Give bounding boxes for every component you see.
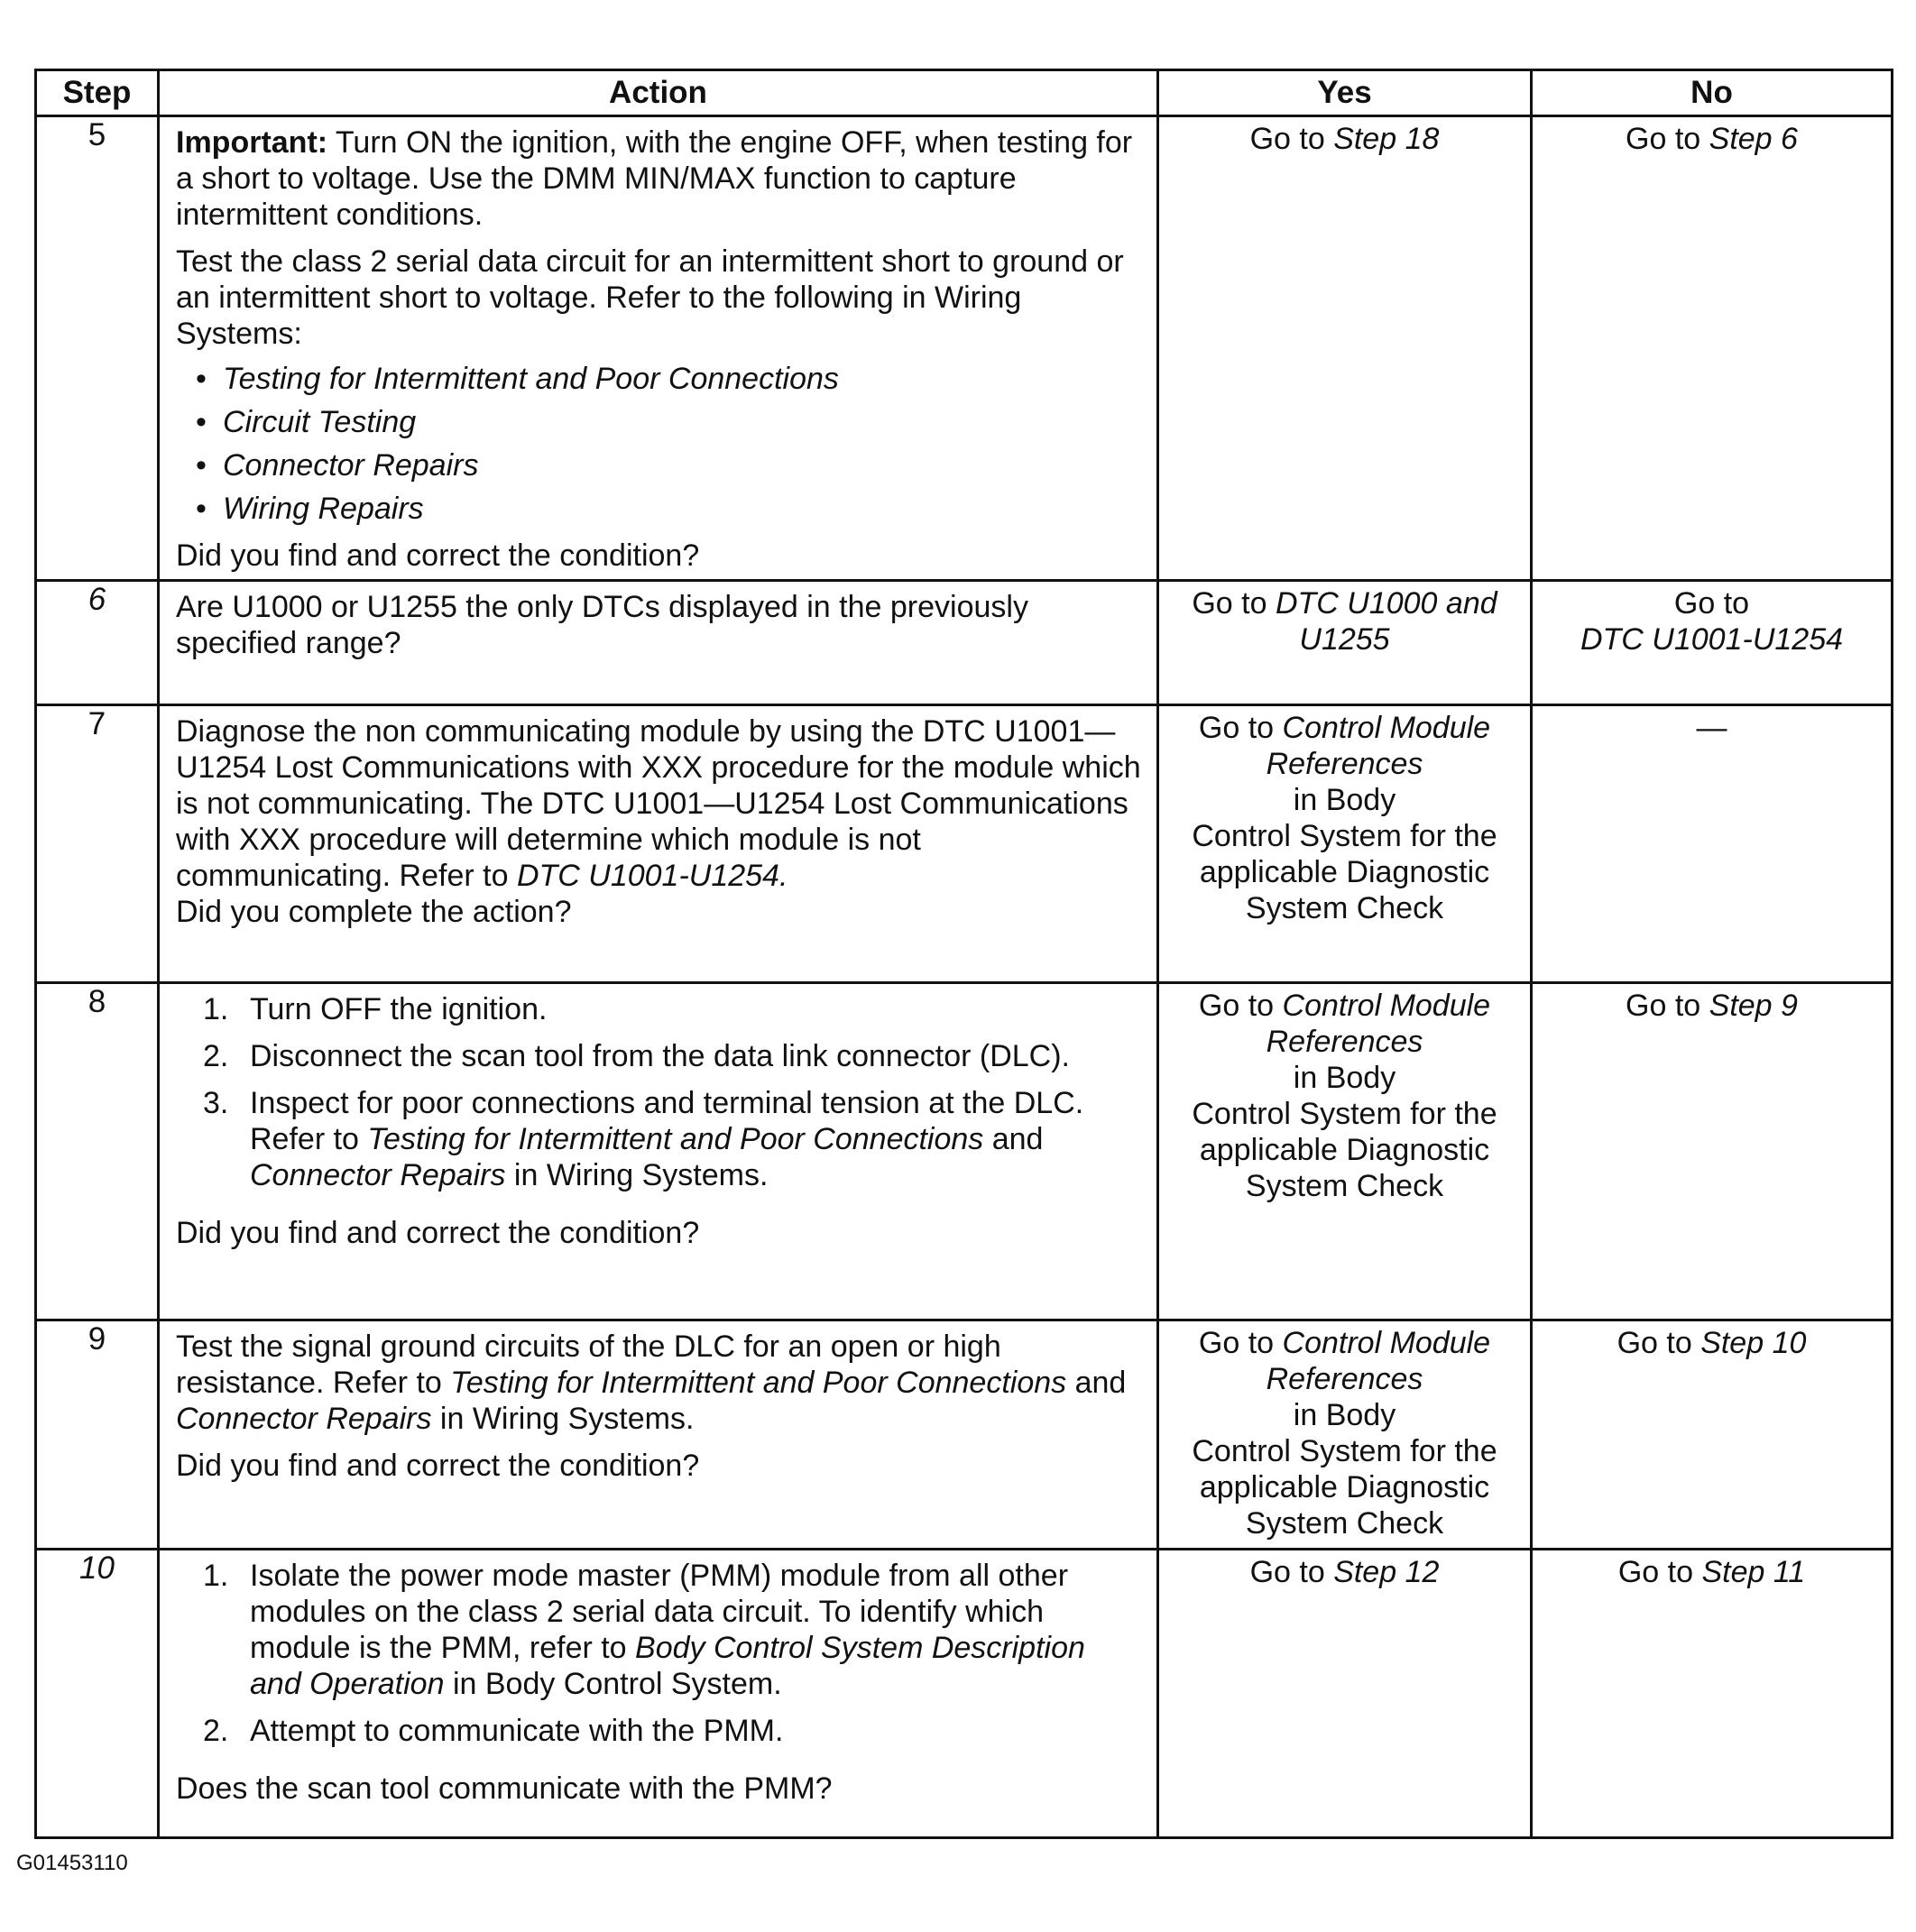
question-text: Did you find and correct the condition? — [176, 1216, 700, 1250]
list-item: • Circuit Testing — [223, 400, 1142, 444]
list-item-text: Turn OFF the ignition. — [250, 992, 548, 1026]
no-cell — [1532, 983, 1893, 1320]
yes-line: Control System for the — [1192, 1097, 1497, 1131]
action-link: Testing for Intermittent and Poor Connections — [450, 1366, 1067, 1400]
step-number: 7 — [36, 705, 159, 983]
yes-link: Control Module — [1282, 1326, 1491, 1360]
no-prefix: Go to — [1617, 1555, 1702, 1589]
list-item-link: Testing for Intermittent and Poor Connections — [367, 1122, 984, 1156]
action-text: and — [1066, 1366, 1127, 1400]
table-row-step-5 — [36, 116, 1893, 581]
yes-line: applicable Diagnostic — [1199, 855, 1490, 889]
no-link: DTC U1001-U1254 — [1580, 622, 1844, 657]
action-cell — [159, 705, 1158, 983]
header-yes: Yes — [1158, 70, 1532, 116]
no-cell — [1532, 116, 1893, 581]
important-text: Turn ON the ignition, with the engine OFF, when testing for a short to voltage. Use the DMM MIN/MAX function to capture intermittent conditions. — [176, 125, 1133, 232]
step-number: 9 — [36, 1320, 159, 1550]
yes-link-cont: References — [1266, 1025, 1423, 1059]
header-row — [36, 70, 1893, 116]
action-text: in Wiring Systems. — [431, 1402, 695, 1436]
no-prefix: Go to — [1617, 1326, 1701, 1360]
yes-link-cont: References — [1266, 1362, 1423, 1396]
action-link: Connector Repairs — [176, 1402, 432, 1436]
yes-cell — [1158, 1550, 1532, 1838]
list-item-text: and — [983, 1122, 1044, 1156]
no-cell — [1532, 581, 1893, 705]
yes-prefix: Go to — [1192, 586, 1276, 621]
table-row-step-9 — [36, 1320, 1893, 1550]
action-cell — [159, 1550, 1158, 1838]
list-item: 2. Disconnect the scan tool from the data link connector (DLC). — [203, 1039, 1070, 1073]
step-number: 10 — [36, 1550, 159, 1838]
yes-line: System Check — [1245, 891, 1444, 925]
table-row-step-7 — [36, 705, 1893, 983]
table-row-step-6 — [36, 581, 1893, 705]
no-link: Step 11 — [1701, 1555, 1806, 1589]
action-paragraph — [176, 1329, 1142, 1437]
list-item-text: Inspect for poor connections and terminal tension at the DLC. Refer to — [250, 1086, 1084, 1156]
yes-link: Step 18 — [1333, 122, 1440, 156]
yes-cell — [1158, 1320, 1532, 1550]
no-link: Step 6 — [1709, 122, 1798, 156]
yes-prefix: Go to — [1198, 711, 1283, 745]
yes-prefix: Go to — [1198, 1326, 1283, 1360]
list-item-link: Connector Repairs — [250, 1158, 506, 1192]
list-item-text: Disconnect the scan tool from the data link connector (DLC). — [250, 1039, 1070, 1073]
action-link: DTC U1001-U1254 — [516, 859, 779, 893]
yes-line: applicable Diagnostic — [1199, 1133, 1490, 1167]
yes-prefix: Go to — [1249, 122, 1334, 156]
no-prefix: Go to — [1673, 586, 1750, 621]
list-item-text: in Wiring Systems. — [505, 1158, 769, 1192]
yes-link: DTC U1000 and — [1275, 586, 1497, 621]
action-paragraph — [176, 713, 1142, 894]
action-text: Diagnose the non communicating module by using the DTC U1001—U1254 Lost Communications with XXX procedure for the module which is not communicating. The DTC U1001—U1254 Lost Communications with XXX procedure will determine which module is not communicating. Refer to — [176, 714, 1141, 893]
action-cell — [159, 983, 1158, 1320]
header-action: Action — [159, 70, 1158, 116]
important-label: Important: — [176, 125, 328, 160]
action-cell — [159, 581, 1158, 705]
list-item-link: Body Control System Description and Operation — [250, 1631, 1085, 1701]
yes-link-cont: U1255 — [1299, 622, 1390, 657]
action-steps — [176, 991, 1142, 1204]
reference-list — [176, 357, 1142, 530]
no-cell — [1532, 1320, 1893, 1550]
action-text: Test the signal ground circuits of the DLC for an open or high resistance. Refer to — [176, 1329, 1001, 1400]
action-paragraph: Test the class 2 serial data circuit for an intermittent short to ground or an intermittent short to voltage. Refer to the following in Wiring Systems: — [176, 244, 1124, 351]
yes-link: Step 12 — [1333, 1555, 1440, 1589]
list-item: • Wiring Repairs — [223, 487, 1142, 530]
yes-line: System Check — [1245, 1506, 1444, 1541]
important-note — [176, 124, 1142, 233]
diagnostic-table — [34, 69, 1893, 1839]
yes-line: System Check — [1245, 1169, 1444, 1203]
list-item: 3. Inspect for poor connections and terminal tension at the DLC. Refer to Testing for Intermittent and Poor Connections and Connector Repairs in Wiring Systems. — [203, 1086, 1084, 1192]
yes-cell — [1158, 705, 1532, 983]
header-step: Step — [36, 70, 159, 116]
question-text: Did you complete the action? — [176, 895, 572, 929]
question-text: Did you find and correct the condition? — [176, 538, 700, 573]
action-cell — [159, 1320, 1158, 1550]
yes-line: in Body — [1293, 1398, 1396, 1432]
table-row-step-8 — [36, 983, 1893, 1320]
step-number: 8 — [36, 983, 159, 1320]
list-item-text: Attempt to communicate with the PMM. — [250, 1714, 784, 1748]
figure-id: G01453110 — [16, 1851, 128, 1875]
list-item: 1. Isolate the power mode master (PMM) module from all other modules on the class 2 serial data circuit. To identify which module is the PMM, refer to Body Control System Description and Operation in Body Control System. — [203, 1559, 1085, 1701]
yes-line: in Body — [1293, 1061, 1396, 1095]
no-prefix: Go to — [1626, 122, 1709, 156]
no-dash: — — [1696, 711, 1727, 745]
question-text: Does the scan tool communicate with the PMM? — [176, 1771, 833, 1806]
no-link: Step 9 — [1709, 989, 1798, 1023]
list-item-text: Isolate the power mode master (PMM) module from all other modules on the class 2 serial data circuit. To identify which module is the PMM, refer to — [250, 1559, 1069, 1665]
list-item: • Testing for Intermittent and Poor Connections — [223, 357, 1142, 400]
action-paragraph: Are U1000 or U1255 the only DTCs displayed in the previously specified range? — [176, 590, 1028, 660]
list-item: 2. Attempt to communicate with the PMM. — [203, 1714, 784, 1748]
no-cell — [1532, 1550, 1893, 1838]
yes-line: Control System for the — [1192, 819, 1497, 853]
action-cell — [159, 116, 1158, 581]
yes-line: in Body — [1293, 783, 1396, 817]
yes-prefix: Go to — [1198, 989, 1283, 1023]
no-prefix: Go to — [1626, 989, 1709, 1023]
step-number: 6 — [36, 581, 159, 705]
action-text-end: . — [778, 859, 788, 893]
step-number: 5 — [36, 116, 159, 581]
table-row-step-10 — [36, 1550, 1893, 1838]
list-item: • Connector Repairs — [223, 444, 1142, 487]
yes-link: Control Module — [1282, 711, 1491, 745]
action-steps — [176, 1558, 1142, 1760]
yes-line: Control System for the — [1192, 1434, 1497, 1468]
header-no: No — [1532, 70, 1893, 116]
no-link: Step 10 — [1700, 1326, 1807, 1360]
question-text: Did you find and correct the condition? — [176, 1449, 700, 1483]
yes-link: Control Module — [1282, 989, 1491, 1023]
yes-cell — [1158, 983, 1532, 1320]
list-item-text: in Body Control System. — [444, 1667, 782, 1701]
list-item: 1. Turn OFF the ignition. — [203, 992, 548, 1026]
yes-prefix: Go to — [1249, 1555, 1334, 1589]
yes-cell — [1158, 116, 1532, 581]
no-cell — [1532, 705, 1893, 983]
yes-line: applicable Diagnostic — [1199, 1470, 1490, 1504]
yes-link-cont: References — [1266, 747, 1423, 781]
yes-cell — [1158, 581, 1532, 705]
